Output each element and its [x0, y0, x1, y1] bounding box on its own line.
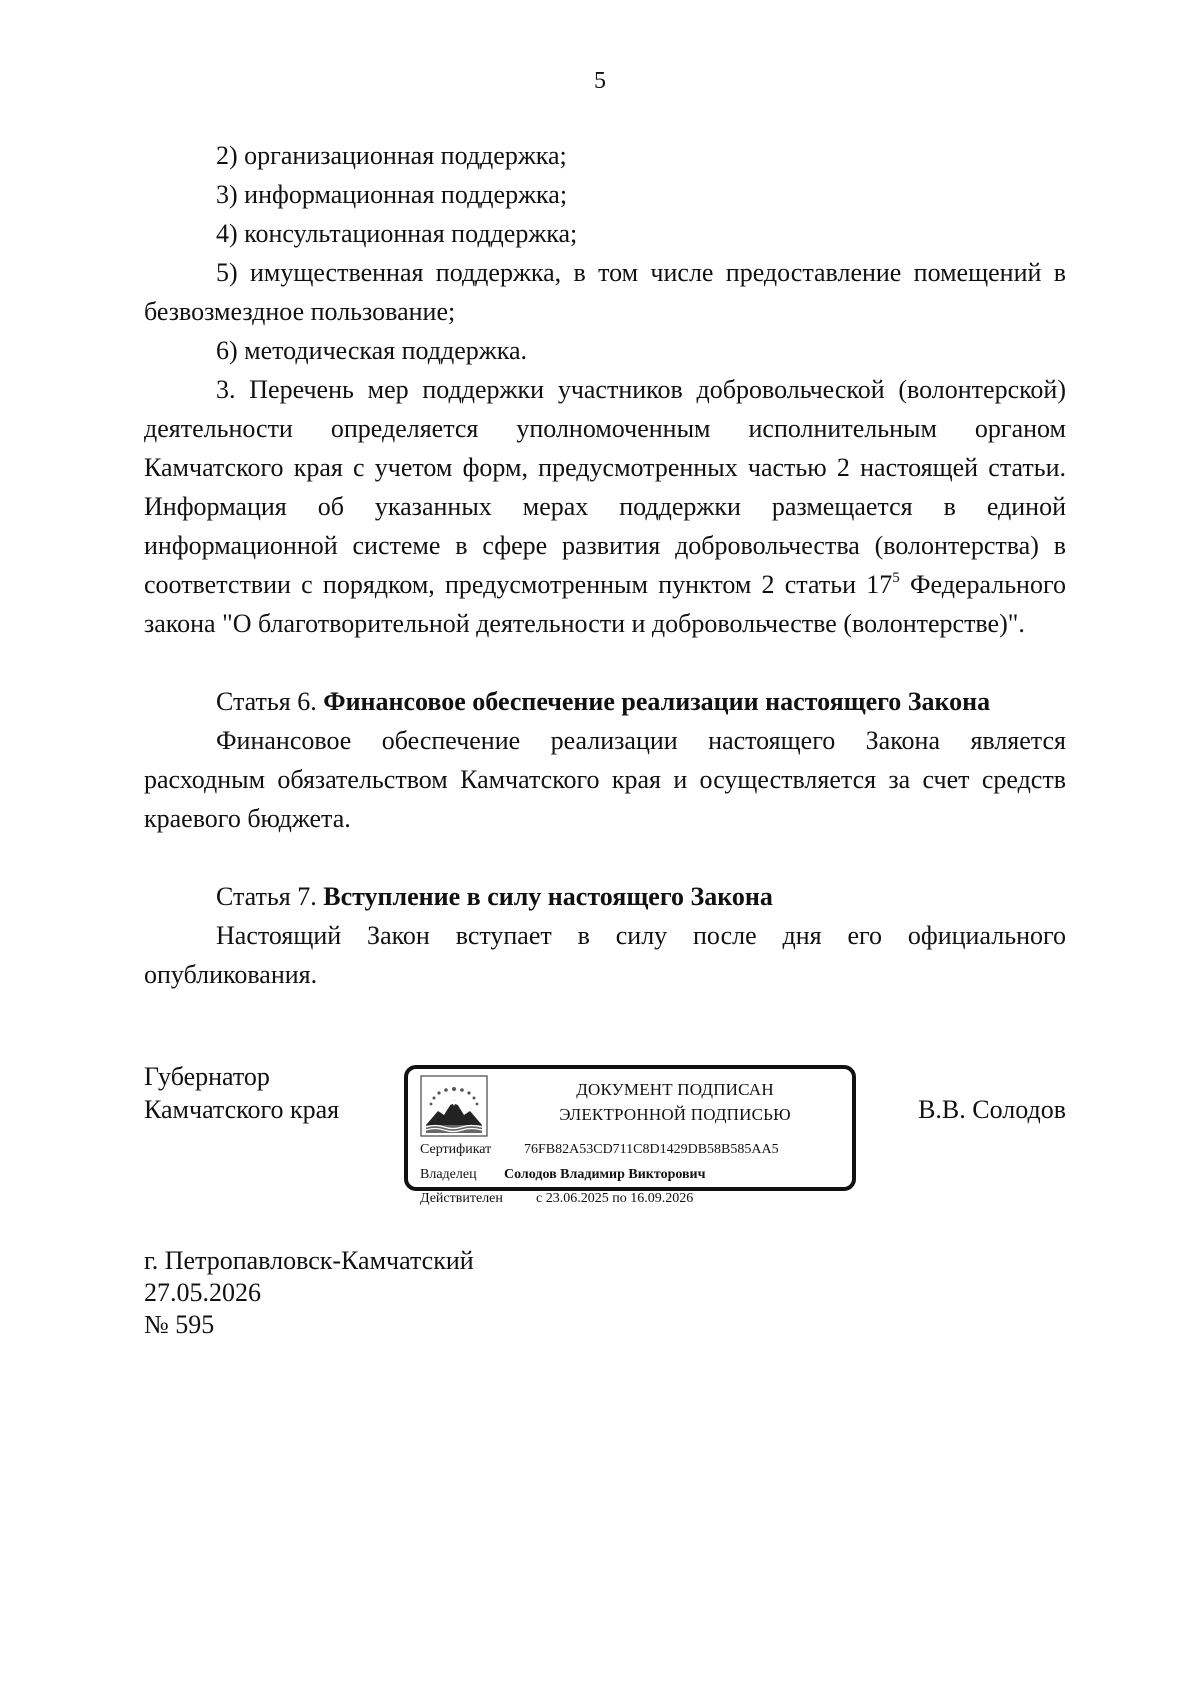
- electronic-signature-stamp: [404, 1065, 856, 1206]
- support-item-3: 3) информационная поддержка;: [216, 180, 568, 209]
- article-6-heading: [144, 682, 1066, 721]
- stamp-owner-row: [420, 1167, 706, 1183]
- stamp-heading-line-1: ДОКУМЕНТ ПОДПИСАН: [576, 1080, 774, 1099]
- document-body: [144, 136, 1066, 994]
- article-7-prefix: Статья 7.: [216, 882, 324, 911]
- support-item-6: 6) методическая поддержка.: [216, 336, 528, 365]
- support-item-4: 4) консультационная поддержка;: [216, 219, 578, 248]
- certificate-label: Сертификат: [420, 1142, 492, 1157]
- article-6-title: Финансовое обеспечение реализации настоящего Закона: [323, 687, 991, 716]
- stamp-heading-line-2: ЭЛЕКТРОННОЙ ПОДПИСЬЮ: [559, 1105, 791, 1124]
- governor-title-line-2: Камчатского края: [144, 1095, 340, 1124]
- paragraph-3-text: 3. Перечень мер поддержки участников добровольческой (волонтерской) деятельности определяется уполномоченным исполнительным органом Камчатского края с учетом форм, предусмотренных частью 2 настоящей статьи. Информация об указанных мерах поддержки размещается в единой информационной системе в сфере развития добровольчества (волонтерства) в соответствии с порядком, предусмотренным пунктом 2 статьи 17: [144, 375, 1066, 599]
- page-number: 5: [594, 68, 606, 94]
- article-7-text: Настоящий Закон вступает в силу после дня его официального опубликования.: [144, 921, 1066, 989]
- certificate-value: 76FB82A53CD711C8D1429DB58B585AA5: [524, 1142, 779, 1157]
- place-and-date: [144, 1245, 474, 1341]
- spacer: [144, 643, 1066, 682]
- article-6-text: Финансовое обеспечение реализации настоящего Закона является расходным обязательством Камчатского края и осуществляется за счет средств краевого бюджета.: [144, 726, 1066, 833]
- governor-name: В.В. Солодов: [918, 1095, 1066, 1124]
- stamp-valid-row: [420, 1191, 693, 1207]
- governor-title-line-1: Губернатор: [144, 1062, 270, 1091]
- valid-label: Действителен: [420, 1191, 503, 1206]
- governor-title: [144, 1060, 339, 1126]
- paragraph-3-text-end: Федерального закона "О благотворительной деятельности и добровольчестве (волонтерстве)".: [144, 570, 1066, 638]
- article-6-prefix: Статья 6.: [216, 687, 324, 716]
- signature-block: [144, 1060, 1066, 1240]
- owner-label: Владелец: [420, 1167, 477, 1182]
- stamp-heading: [508, 1077, 842, 1127]
- spacer: [144, 838, 1066, 877]
- document-number: № 595: [144, 1310, 215, 1339]
- support-item-2: 2) организационная поддержка;: [216, 141, 567, 170]
- date: 27.05.2026: [144, 1278, 261, 1307]
- owner-value: Солодов Владимир Викторович: [504, 1167, 706, 1182]
- support-item-5: 5) имущественная поддержка, в том числе предоставление помещений в безвозмездное пользование;: [144, 258, 1066, 326]
- kamchatka-coat-of-arms-icon: [420, 1075, 488, 1137]
- paragraph-3-superscript: 5: [892, 570, 900, 586]
- article-7-heading: [144, 877, 1066, 916]
- paragraph-3: [144, 370, 1066, 643]
- article-7-title: Вступление в силу настоящего Закона: [323, 882, 773, 911]
- city: г. Петропавловск-Камчатский: [144, 1246, 474, 1275]
- stamp-certificate-row: [420, 1142, 779, 1158]
- valid-value: с 23.06.2025 по 16.09.2026: [536, 1191, 694, 1206]
